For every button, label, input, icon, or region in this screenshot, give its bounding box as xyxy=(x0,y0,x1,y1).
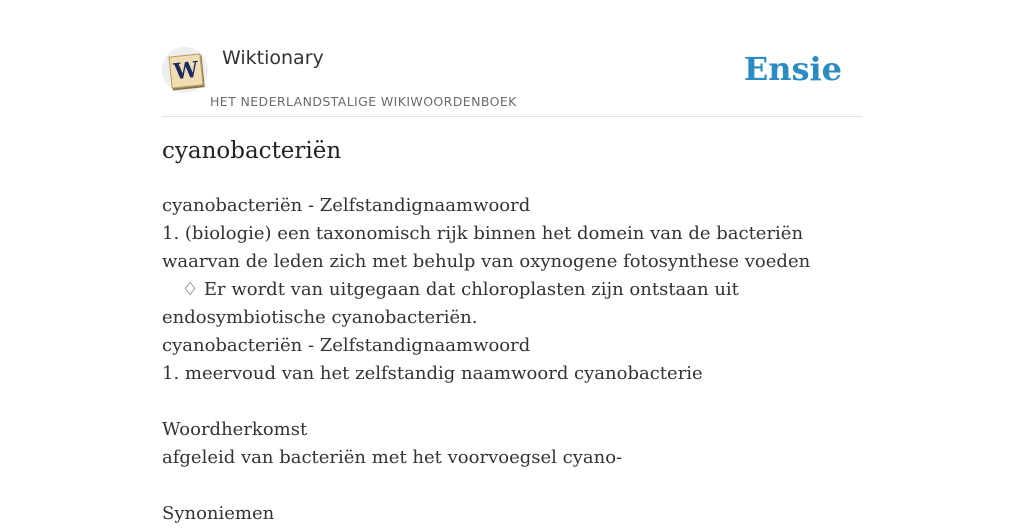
etymology-heading: Woordherkomst xyxy=(162,419,308,440)
entry2-heading: cyanobacteriën - Zelfstandignaamwoord xyxy=(162,335,531,356)
entry2-definition: 1. meervoud van het zelfstandig naamwoord cyanobacterie xyxy=(162,363,703,384)
entry1-example-line1: ♢ Er wordt van uitgegaan dat chloroplasten zijn ontstaan uit xyxy=(182,279,739,300)
logo-tile-icon: W xyxy=(168,53,203,88)
entry1-definition: 1. (biologie) een taxonomisch rijk binnen het domein van de bacteriën waarvan de leden zich met behulp van oxynogene fotosynthese voeden xyxy=(162,223,811,272)
site-title[interactable]: Wiktionary xyxy=(222,47,324,69)
entry-content xyxy=(162,192,862,528)
page-title: cyanobacteriën xyxy=(162,138,342,164)
wiktionary-logo[interactable] xyxy=(162,47,208,93)
spacer xyxy=(162,472,862,500)
synonyms-heading: Synoniemen xyxy=(162,503,275,524)
site-subtitle: HET NEDERLANDSTALIGE WIKIWOORDENBOEK xyxy=(210,94,517,109)
site-header xyxy=(162,44,862,117)
ensie-brand-link[interactable]: Ensie xyxy=(743,50,842,88)
entry1-heading: cyanobacteriën - Zelfstandignaamwoord xyxy=(162,195,531,216)
entry1-example-line2: endosymbiotische cyanobacteriën. xyxy=(162,307,478,328)
spacer xyxy=(162,388,862,416)
etymology-text: afgeleid van bacteriën met het voorvoegsel cyano- xyxy=(162,447,623,468)
